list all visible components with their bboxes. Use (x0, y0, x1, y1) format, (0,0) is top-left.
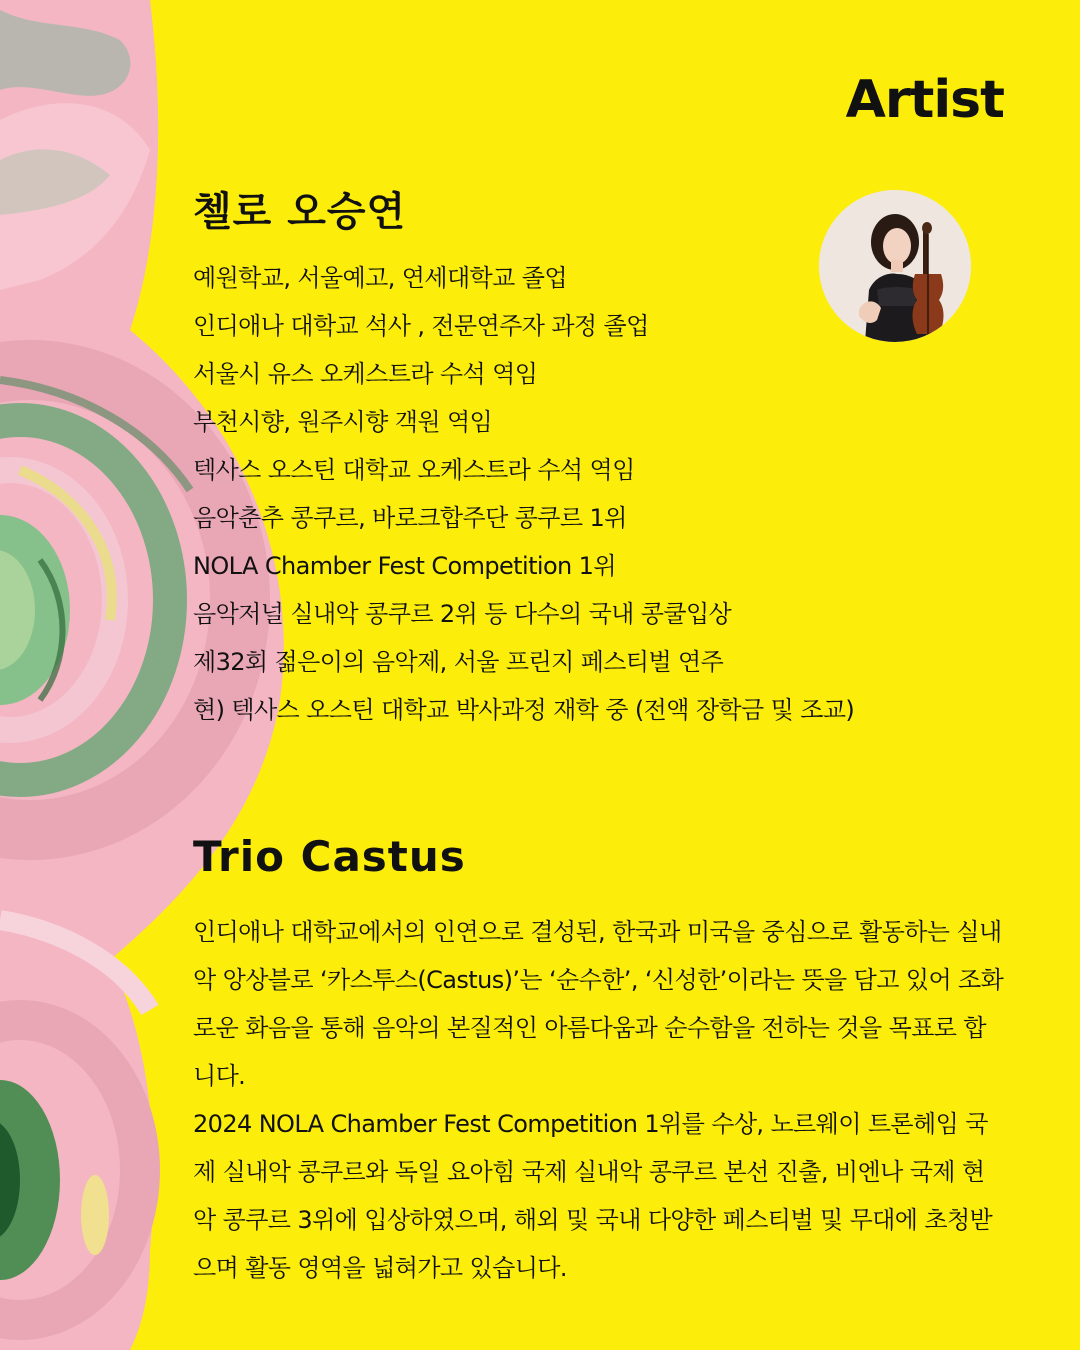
bio-item: NOLA Chamber Fest Competition 1위 (193, 552, 616, 580)
ensemble-paragraph: 2024 NOLA Chamber Fest Competition 1위를 수상, 노르웨이 트론헤임 국제 실내악 콩쿠르와 독일 요아힘 국제 실내악 콩쿠르 본선 진출, 비엔나 국제 현악 콩쿠르 3위에 입상하였으며, 해외 및 국내 다양한 페스티벌 및 무대에 초청받으며 활동 영역을 넓혀가고 있습니다. (193, 1110, 993, 1282)
page-title: Artist (845, 70, 1004, 130)
bio-item: 인디애나 대학교 석사 , 전문연주자 과정 졸업 (193, 312, 649, 340)
bio-item: 음악춘추 콩쿠르, 바로크합주단 콩쿠르 1위 (193, 504, 627, 532)
artist-name: 첼로 오승연 (193, 189, 407, 235)
bio-item: 부천시향, 원주시향 객원 역임 (193, 408, 493, 436)
ensemble-description (193, 908, 1013, 1292)
bio-item: 음악저널 실내악 콩쿠르 2위 등 다수의 국내 콩쿨입상 (193, 600, 732, 628)
bio-item: 예원학교, 서울예고, 연세대학교 졸업 (193, 264, 567, 292)
bio-item: 텍사스 오스틴 대학교 오케스트라 수석 역임 (193, 456, 635, 484)
bio-item: 제32회 젊은이의 음악제, 서울 프린지 페스티벌 연주 (193, 648, 724, 676)
bio-item: 서울시 유스 오케스트라 수석 역임 (193, 360, 538, 388)
ensemble-paragraph: 인디애나 대학교에서의 인연으로 결성된, 한국과 미국을 중심으로 활동하는 실내악 앙상블로 ‘카스투스(Castus)’는 ‘순수한’, ‘신성한’이라는 뜻을 담고 있어 조화로운 화음을 통해 음악의 본질적인 아름다움과 순수함을 전하는 것을 목표로 합니다. (193, 918, 1004, 1090)
ensemble-name: Trio Castus (193, 832, 466, 881)
artist-bio-list (193, 258, 913, 738)
bio-item: 현) 텍사스 오스틴 대학교 박사과정 재학 중 (전액 장학금 및 조교) (193, 696, 855, 724)
